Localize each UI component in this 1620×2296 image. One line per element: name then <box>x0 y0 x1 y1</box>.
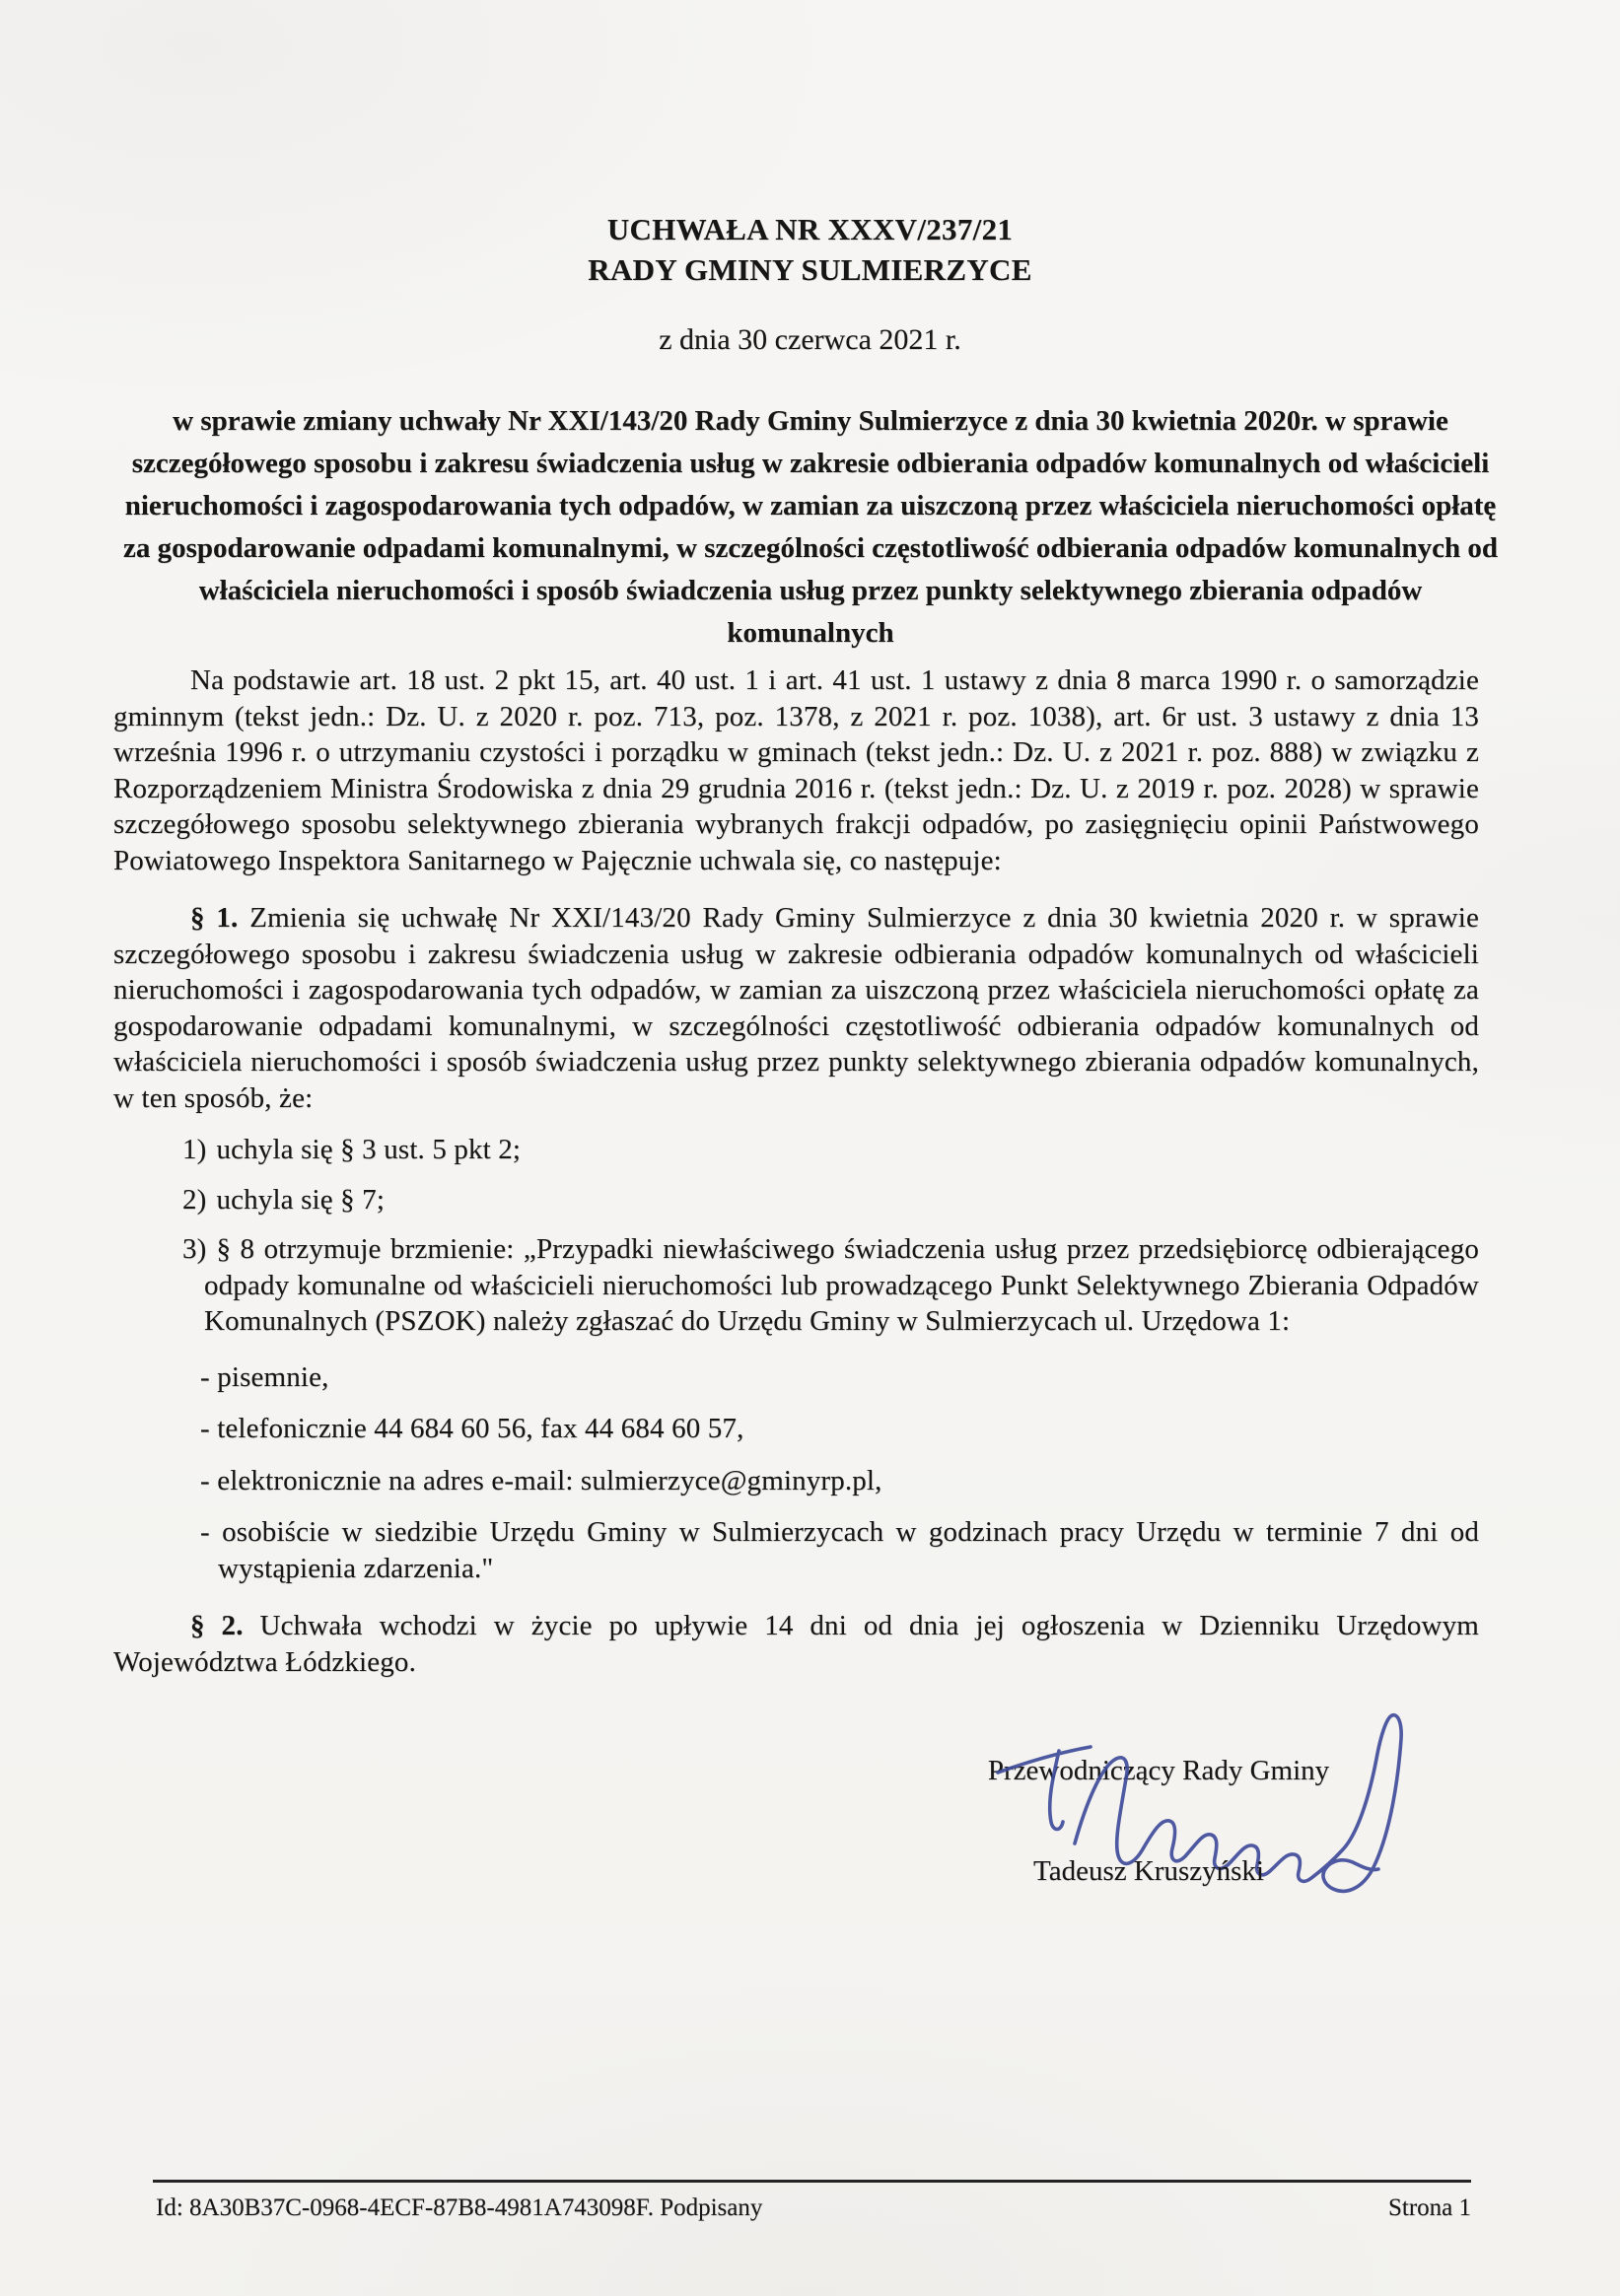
handwritten-signature-icon <box>976 1702 1449 1928</box>
signature-name: Tadeusz Kruszyński <box>1033 1855 1264 1887</box>
resolution-body <box>113 662 1479 1680</box>
contact-bullet: - telefonicznie 44 684 60 56, fax 44 684 60 57, <box>200 1413 744 1444</box>
paragraph-1-text: Zmienia się uchwałę Nr XXI/143/20 Rady Gminy Sulmierzyce z dnia 30 kwietnia 2020 r. w sprawie szczegółowego sposobu i zakresu świadczenia usług w zakresie odbierania odpadów komunalnych od właścicieli nieruchomości i zagospodarowania tych odpadów, w zamian za uiszczoną przez właściciela nieruchomości opłatę za gospodarowanie odpadami komunalnymi, w szczególności częstotliwość odbierania odpadów komunalnych od właściciela nieruchomości i sposób świadczenia usług przez punkty selektywnego zbierania odpadów komunalnych, w ten sposób, że: <box>113 902 1479 1114</box>
list-item <box>182 1231 1479 1340</box>
signature-t-stem <box>1050 1751 1063 1830</box>
list-item-number: 2) <box>182 1183 207 1216</box>
contact-bullet: - elektronicznie na adres e-mail: sulmierzyce@gminyrp.pl, <box>200 1464 882 1496</box>
paragraph-1 <box>113 900 1479 1116</box>
resolution-date: z dnia 30 czerwca 2021 r. <box>659 323 961 356</box>
paragraph-2-label: § 2. <box>190 1610 244 1641</box>
issuing-body: RADY GMINY SULMIERZYCE <box>588 252 1032 287</box>
legal-basis-paragraph: Na podstawie art. 18 ust. 2 pkt 15, art. 40 ust. 1 i art. 41 ust. 1 ustawy z dnia 8 marca 1990 r. o samorządzie gminnym (tekst jedn.: Dz. U. z 2020 r. poz. 713, poz. 1378, z 2021 r. poz. 1038), art. 6r ust. 3 ustawy z dnia 13 września 1996 r. o utrzymaniu czystości i porządku w gminach (tekst jedn.: Dz. U. z 2021 r. poz. 888) w związku z Rozporządzeniem Ministra Środowiska z dnia 29 grudnia 2016 r. (tekst jedn.: Dz. U. z 2019 r. poz. 2028) w sprawie szczegółowego sposobu selektywnego zbierania wybranych frakcji odpadów, po zasięgnięciu opinii Państwowego Powiatowego Inspektora Sanitarnego w Pajęcznie uchwala się, co następuje: <box>113 664 1479 876</box>
resolution-subject: w sprawie zmiany uchwały Nr XXI/143/20 Rady Gminy Sulmierzyce z dnia 30 kwietnia 2020r. w sprawie szczegółowego sposobu i zakresu świadczenia usług w zakresie odbierania odpadów komunalnych od właścicieli nieruchomości i zagospodarowania tych odpadów, w zamian za uiszczoną przez właściciela nieruchomości opłatę za gospodarowanie odpadami komunalnymi, w szczególności częstotliwość odbierania odpadów komunalnych od właściciela nieruchomości i sposób świadczenia usług przez punkty selektywnego zbierania odpadów komunalnych <box>122 405 1499 649</box>
page-footer <box>156 2192 1471 2224</box>
paragraph-2 <box>113 1608 1479 1680</box>
list-item-number: 3) <box>182 1233 207 1265</box>
list-item-text: § 8 otrzymuje brzmienie: „Przypadki niewłaściwego świadczenia usług przez przedsiębiorcę odbierającego odpady komunalne od właścicieli nieruchomości lub prowadzącego Punkt Selektywnego Zbierania Odpadów Komunalnych (PSZOK) należy zgłaszać do Urzędu Gminy w Sulmierzycach ul. Urzędowa 1: <box>204 1233 1479 1337</box>
list-item-number: 1) <box>182 1134 207 1165</box>
list-item-text: uchyla się § 7; <box>216 1183 386 1216</box>
document-title <box>0 209 1620 290</box>
signature-t-crossbar <box>998 1747 1091 1773</box>
paragraph-1-label: § 1. <box>190 902 239 934</box>
page-number: Strona 1 <box>1387 2194 1471 2221</box>
contact-bullet: - pisemnie, <box>200 1360 329 1393</box>
paragraph-2-text: Uchwała wchodzi w życie po upływie 14 dni od dnia jej ogłoszenia w Dzienniku Urzędowym Województwa Łódzkiego. <box>113 1610 1479 1678</box>
document-id: Id: 8A30B37C-0968-4ECF-87B8-4981A743098F. Podpisany <box>156 2194 763 2221</box>
list-item-text: uchyla się § 3 ust. 5 pkt 2; <box>216 1134 522 1165</box>
contact-bullet: - osobiście w siedzibie Urzędu Gminy w Sulmierzycach w godzinach pracy Urzędu w terminie 7 dni od wystąpienia zdarzenia." <box>200 1516 1479 1584</box>
resolution-number: UCHWAŁA NR XXXV/237/21 <box>606 212 1014 246</box>
list-item <box>182 1132 1479 1168</box>
list-item <box>182 1182 1479 1218</box>
signature-role: Przewodniczący Rady Gminy <box>987 1755 1330 1786</box>
footer-divider <box>153 2180 1471 2183</box>
